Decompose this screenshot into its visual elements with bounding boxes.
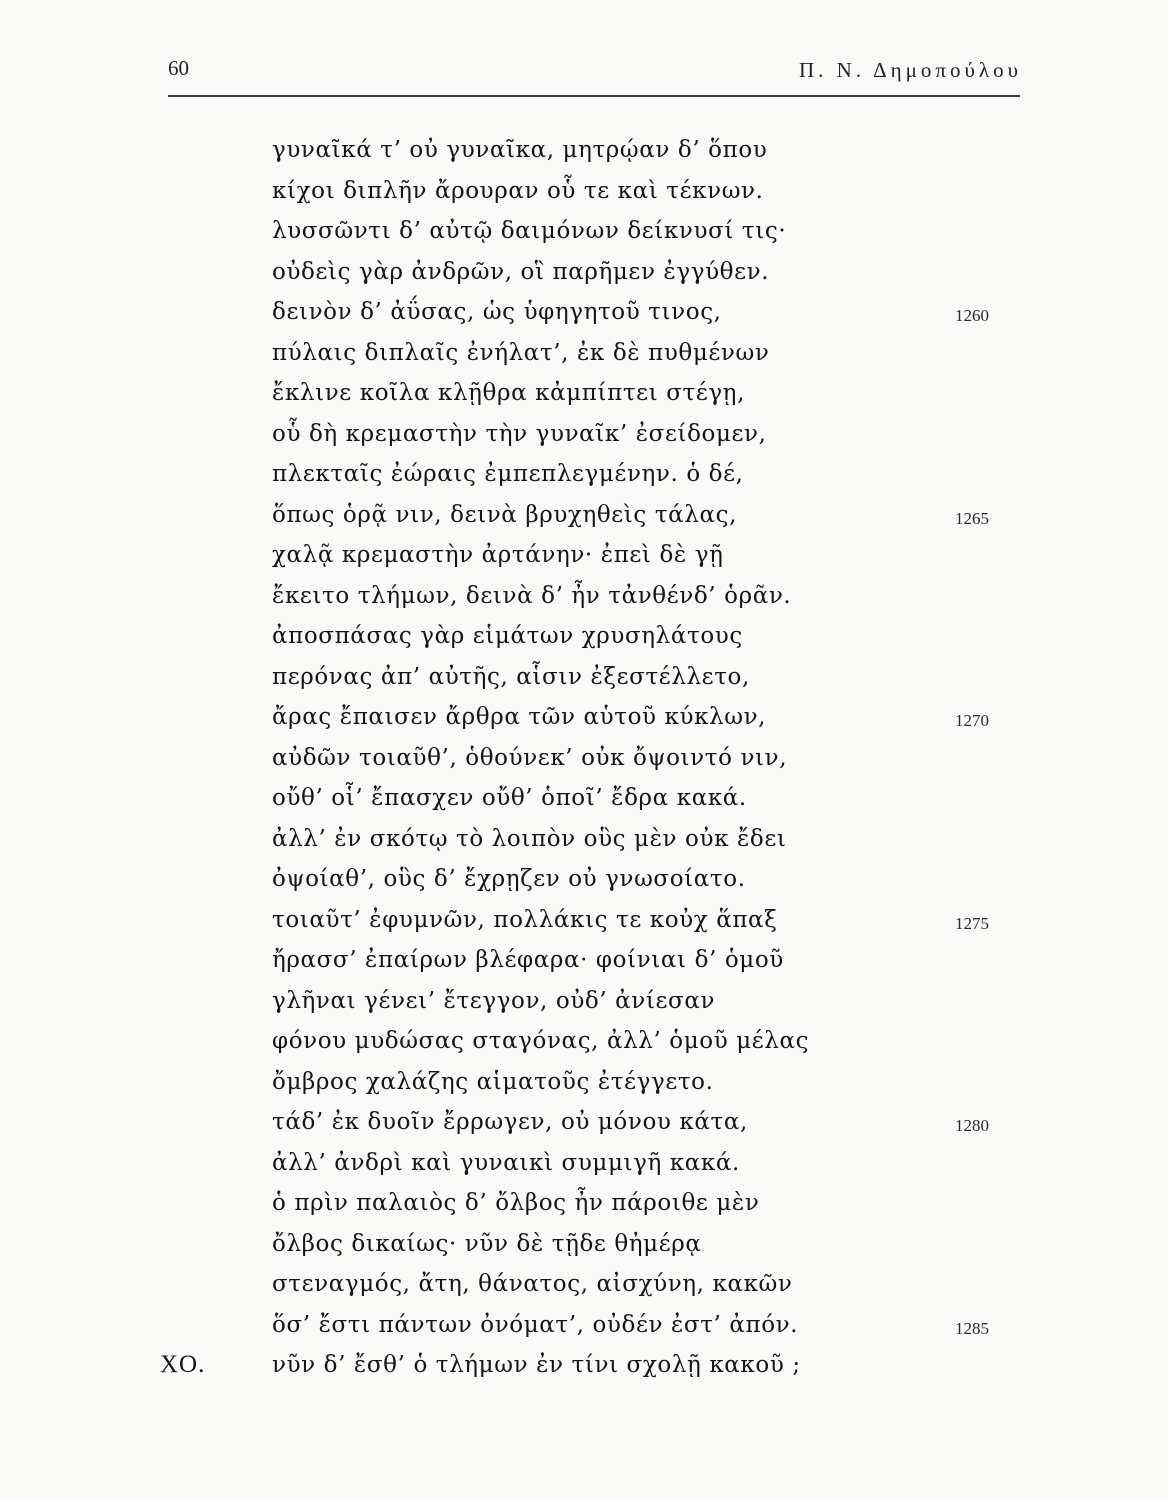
- verse-line: ἤρασσ’ ἐπαίρων βλέφαρα· φοίνιαι δ’ ὁμοῦ: [272, 947, 784, 973]
- verse-line: οὐδεὶς γὰρ ἀνδρῶν, οἳ παρῆμεν ἐγγύθεν.: [272, 258, 770, 285]
- line-number: 1265: [955, 508, 989, 528]
- verse-row: [0, 616, 1168, 657]
- verse-line: λυσσῶντι δ’ αὐτῷ δαιμόνων δείκνυσί τις·: [272, 218, 787, 244]
- verse-row: [0, 1345, 1168, 1386]
- verse-row: [0, 1143, 1168, 1184]
- verse-line: ὅπως ὁρᾷ νιν, δεινὰ βρυχηθεὶς τάλας,: [272, 501, 737, 528]
- verse-line: νῦν δ’ ἔσθ’ ὁ τλήμων ἐν τίνι σχολῇ κακοῦ ;: [272, 1352, 801, 1378]
- verse-row: [0, 738, 1168, 779]
- verse-line: ἔκλινε κοῖλα κλῇθρα κἀμπίπτει στέγῃ,: [272, 380, 745, 406]
- line-number: 1285: [955, 1318, 989, 1338]
- verse-row: [0, 252, 1168, 293]
- verse-line: ἄρας ἔπαισεν ἄρθρα τῶν αὑτοῦ κύκλων,: [272, 704, 767, 730]
- line-number: 1280: [955, 1116, 989, 1135]
- verse-line: ὅσ’ ἔστι πάντων ὀνόματ’, οὐδέν ἐστ’ ἀπόν.: [272, 1311, 799, 1338]
- verse-row: [0, 373, 1168, 414]
- verse-line: δεινὸν δ’ ἀΰσας, ὡς ὑφηγητοῦ τινος,: [272, 299, 722, 325]
- verse-row: [0, 1305, 1168, 1346]
- speaker-label: ΧΟ.: [160, 1351, 206, 1378]
- verse-line: κίχοι διπλῆν ἄρουραν οὗ τε καὶ τέκνων.: [272, 177, 764, 204]
- verse-line: πλεκταῖς ἐώραις ἐμπεπλεγμένην. ὁ δέ,: [272, 461, 744, 487]
- verse-row: [0, 1224, 1168, 1265]
- verse-row: [0, 1183, 1168, 1224]
- verse-line: ἔκειτο τλήμων, δεινὰ δ’ ἦν τἀνθένδ’ ὁρᾶν.: [272, 582, 792, 609]
- verse-row: [0, 778, 1168, 819]
- verse-line: πύλαις διπλαῖς ἐνήλατ’, ἐκ δὲ πυθμένων: [272, 339, 770, 366]
- verse-line: γυναῖκά τ’ οὐ γυναῖκα, μητρῴαν δ’ ὅπου: [272, 137, 768, 163]
- verse-row: [0, 819, 1168, 860]
- line-number: 1275: [955, 913, 989, 933]
- verse-line: ἀποσπάσας γὰρ εἱμάτων χρυσηλάτους: [272, 623, 743, 649]
- verse-row: [0, 1062, 1168, 1103]
- verse-line: αὐδῶν τοιαῦθ’, ὁθούνεκ’ οὐκ ὄψοιντό νιν,: [272, 744, 788, 771]
- verse-line: χαλᾷ κρεμαστὴν ἀρτάνην· ἐπεὶ δὲ γῇ: [272, 542, 724, 568]
- verse-row: [0, 535, 1168, 576]
- verse-row: [0, 940, 1168, 981]
- verse-row: [0, 495, 1168, 536]
- verse-row: [0, 414, 1168, 455]
- verse-line: γλῆναι γένει’ ἔτεγγον, οὐδ’ ἀνίεσαν: [272, 987, 716, 1014]
- verse-line: τάδ’ ἐκ δυοῖν ἔρρωγεν, οὐ μόνου κάτα,: [272, 1109, 748, 1135]
- verse-line: ὄμβρος χαλάζης αἱματοῦς ἐτέγγετο.: [272, 1068, 714, 1095]
- verse-row: [0, 1264, 1168, 1305]
- verse-row: [0, 859, 1168, 900]
- verse-row: [0, 333, 1168, 374]
- verse-row: [0, 130, 1168, 171]
- verse-row: [0, 900, 1168, 941]
- verse-line: ἀλλ’ ἀνδρὶ καὶ γυναικὶ συμμιγῆ κακά.: [272, 1149, 740, 1176]
- verse-row: [0, 454, 1168, 495]
- verse-block: [0, 130, 1168, 1386]
- verse-row: [0, 171, 1168, 212]
- verse-row: [0, 211, 1168, 252]
- verse-line: ὀψοίαθ’, οὓς δ’ ἔχρῃζεν οὐ γνωσοίατο.: [272, 866, 746, 892]
- verse-line: οὔθ’ οἷ’ ἔπασχεν οὔθ’ ὁποῖ’ ἔδρα κακά.: [272, 785, 747, 811]
- verse-line: ὁ πρὶν παλαιὸς δ’ ὄλβος ἦν πάροιθε μὲν: [272, 1190, 760, 1216]
- page-number: 60: [168, 56, 189, 80]
- line-number: 1260: [955, 306, 989, 325]
- verse-line: στεναγμός, ἄτη, θάνατος, αἰσχύνη, κακῶν: [272, 1271, 793, 1297]
- running-head: Π. Ν. Δημοπούλου: [799, 58, 1022, 82]
- verse-row: [0, 576, 1168, 617]
- verse-line: φόνου μυδώσας σταγόνας, ἀλλ’ ὁμοῦ μέλας: [272, 1028, 810, 1054]
- verse-line: ὄλβος δικαίως· νῦν δὲ τῇδε θἠμέρᾳ: [272, 1230, 702, 1257]
- verse-row: [0, 657, 1168, 698]
- verse-row: [0, 981, 1168, 1022]
- verse-row: [0, 697, 1168, 738]
- verse-line: τοιαῦτ’ ἐφυμνῶν, πολλάκις τε κοὐχ ἅπαξ: [272, 906, 778, 933]
- verse-line: ἀλλ’ ἐν σκότῳ τὸ λοιπὸν οὓς μὲν οὐκ ἔδει: [272, 825, 787, 852]
- verse-line: οὗ δὴ κρεμαστὴν τὴν γυναῖκ’ ἐσείδομεν,: [272, 420, 767, 447]
- verse-line: περόνας ἀπ’ αὐτῆς, αἷσιν ἐξεστέλλετο,: [272, 663, 750, 690]
- header-rule: [168, 95, 1020, 97]
- verse-row: [0, 1102, 1168, 1143]
- line-number: 1270: [955, 711, 989, 730]
- verse-row: [0, 292, 1168, 333]
- verse-row: [0, 1021, 1168, 1062]
